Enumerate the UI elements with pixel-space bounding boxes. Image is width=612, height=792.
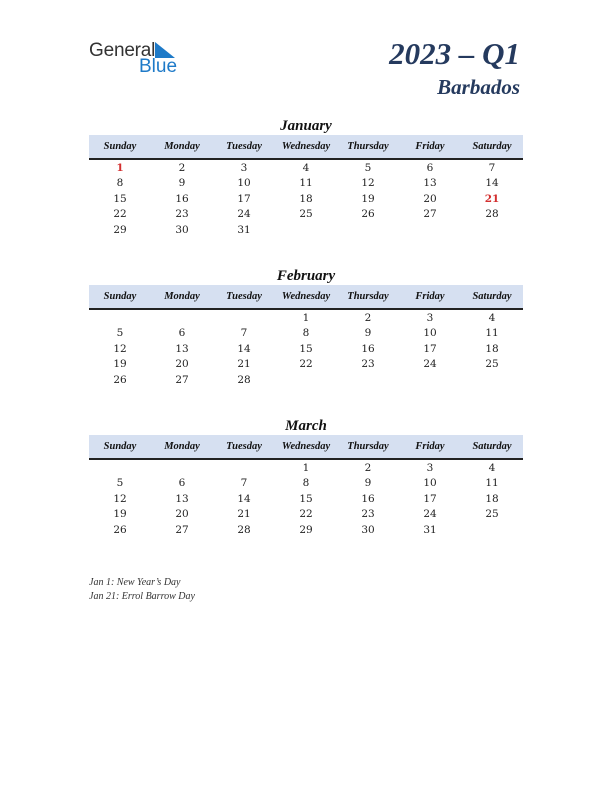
- day-cell: 15: [299, 342, 313, 355]
- empty-day-cell: [337, 223, 399, 238]
- weekday-label: Tuesday: [226, 291, 262, 302]
- month-title: February: [276, 268, 336, 284]
- day-cell: 26: [361, 208, 375, 221]
- empty-day-cell: [151, 461, 213, 476]
- day-cell: 28: [237, 373, 251, 386]
- weekday-label: Wednesday: [281, 141, 331, 152]
- day-cell: 21: [237, 358, 251, 371]
- week-row: [89, 207, 523, 222]
- week-row: [89, 507, 523, 522]
- day-cell: 2: [178, 162, 186, 174]
- day-cell: 6: [178, 477, 186, 490]
- empty-day-cell: [213, 311, 275, 326]
- logo-text-general: General: [89, 40, 156, 61]
- day-cell: 1: [302, 312, 310, 324]
- day-cell: 17: [423, 342, 437, 355]
- day-cell: 17: [237, 192, 251, 205]
- weekday-label: Thursday: [347, 291, 389, 302]
- weekday-label: Tuesday: [226, 441, 262, 452]
- week-row: [89, 176, 523, 191]
- day-cell: 15: [113, 192, 127, 205]
- day-cell: 19: [113, 358, 127, 371]
- day-cell: 9: [178, 177, 186, 190]
- day-cell: 15: [299, 492, 313, 505]
- holiday-notes: [89, 576, 195, 603]
- day-cell: 6: [178, 327, 186, 340]
- weekday-label: Monday: [164, 291, 200, 302]
- day-cell: 14: [237, 492, 251, 505]
- day-cell: 4: [488, 462, 496, 474]
- day-cell: 1: [116, 162, 124, 174]
- day-cell: 27: [423, 208, 437, 221]
- weekday-header: [89, 135, 523, 160]
- day-cell: 25: [485, 358, 499, 371]
- day-cell: 19: [361, 192, 375, 205]
- weekday-label: Thursday: [347, 441, 389, 452]
- week-row: [89, 492, 523, 507]
- weekday-label: Sunday: [103, 141, 137, 152]
- day-cell: 27: [175, 523, 189, 536]
- day-cell: 4: [488, 312, 496, 324]
- weekday-label: Monday: [164, 141, 200, 152]
- holiday-note: Jan 1: New Year’s Day: [89, 577, 181, 588]
- week-row: [89, 223, 523, 238]
- empty-day-cell: [89, 311, 151, 326]
- day-cell: 10: [237, 177, 251, 190]
- day-cell: 27: [175, 373, 189, 386]
- empty-day-cell: [337, 373, 399, 388]
- weekday-label: Wednesday: [281, 291, 331, 302]
- day-cell: 25: [485, 508, 499, 521]
- empty-day-cell: [399, 223, 461, 238]
- day-cell: 18: [299, 192, 313, 205]
- empty-day-cell: [275, 223, 337, 238]
- empty-day-cell: [399, 373, 461, 388]
- day-cell: 30: [361, 523, 375, 536]
- weekday-label: Saturday: [472, 141, 512, 152]
- day-cell: 19: [113, 508, 127, 521]
- day-cell: 23: [361, 358, 375, 371]
- day-cell: 16: [175, 192, 189, 205]
- day-cell: 11: [485, 477, 499, 490]
- day-cell: 8: [302, 327, 310, 340]
- day-cell: 4: [302, 162, 310, 174]
- day-cell: 24: [237, 208, 251, 221]
- day-cell: 14: [485, 177, 499, 190]
- weekday-label: Sunday: [103, 441, 137, 452]
- day-cell: 28: [485, 208, 499, 221]
- month-february: [89, 267, 523, 388]
- weekday-label: Thursday: [347, 141, 389, 152]
- week-row: [89, 523, 523, 538]
- month-weeks: [89, 310, 523, 388]
- week-row: [89, 192, 523, 207]
- week-row: [89, 461, 523, 476]
- day-cell: 3: [426, 312, 434, 324]
- day-cell: 31: [423, 523, 437, 536]
- empty-day-cell: [213, 461, 275, 476]
- day-cell: 23: [175, 208, 189, 221]
- day-cell: 17: [423, 492, 437, 505]
- day-cell: 21: [484, 192, 500, 205]
- page-title: 2023 – Q1: [389, 36, 520, 71]
- month-january: [89, 117, 523, 238]
- weekday-label: Sunday: [103, 291, 137, 302]
- day-cell: 20: [175, 358, 189, 371]
- day-cell: 22: [299, 508, 313, 521]
- day-cell: 1: [302, 462, 310, 474]
- day-cell: 7: [240, 327, 248, 340]
- day-cell: 22: [113, 208, 127, 221]
- empty-day-cell: [275, 373, 337, 388]
- day-cell: 13: [175, 492, 189, 505]
- day-cell: 7: [488, 162, 496, 174]
- weekday-label: Friday: [415, 441, 445, 452]
- empty-day-cell: [461, 523, 523, 538]
- day-cell: 2: [364, 462, 372, 474]
- day-cell: 23: [361, 508, 375, 521]
- week-row: [89, 326, 523, 341]
- weekday-label: Friday: [415, 141, 445, 152]
- day-cell: 10: [423, 477, 437, 490]
- day-cell: 8: [116, 177, 124, 190]
- day-cell: 26: [113, 523, 127, 536]
- day-cell: 5: [364, 162, 372, 174]
- weekday-label: Monday: [164, 441, 200, 452]
- day-cell: 10: [423, 327, 437, 340]
- empty-day-cell: [461, 373, 523, 388]
- day-cell: 29: [299, 523, 313, 536]
- day-cell: 24: [423, 358, 437, 371]
- week-row: [89, 373, 523, 388]
- day-cell: 9: [364, 477, 372, 490]
- week-row: [89, 476, 523, 491]
- weekday-label: Saturday: [472, 441, 512, 452]
- logo-text-blue: Blue: [139, 56, 178, 77]
- day-cell: 13: [423, 177, 437, 190]
- day-cell: 11: [299, 177, 313, 190]
- general-blue-logo: [89, 40, 199, 80]
- weekday-label: Saturday: [472, 291, 512, 302]
- day-cell: 30: [175, 223, 189, 236]
- weekday-label: Tuesday: [226, 141, 262, 152]
- weekday-header: [89, 285, 523, 310]
- day-cell: 18: [485, 342, 499, 355]
- day-cell: 24: [423, 508, 437, 521]
- day-cell: 21: [237, 508, 251, 521]
- day-cell: 14: [237, 342, 251, 355]
- month-weeks: [89, 160, 523, 238]
- day-cell: 29: [113, 223, 127, 236]
- day-cell: 12: [361, 177, 375, 190]
- day-cell: 20: [175, 508, 189, 521]
- week-row: [89, 311, 523, 326]
- day-cell: 16: [361, 492, 375, 505]
- weekday-label: Friday: [415, 291, 445, 302]
- week-row: [89, 161, 523, 176]
- day-cell: 3: [426, 462, 434, 474]
- day-cell: 3: [240, 162, 248, 174]
- day-cell: 16: [361, 342, 375, 355]
- weekday-header: [89, 435, 523, 460]
- empty-day-cell: [461, 223, 523, 238]
- day-cell: 26: [113, 373, 127, 386]
- day-cell: 28: [237, 523, 251, 536]
- month-march: [89, 417, 523, 538]
- day-cell: 25: [299, 208, 313, 221]
- day-cell: 31: [237, 223, 251, 236]
- holiday-note: Jan 21: Errol Barrow Day: [89, 590, 195, 602]
- day-cell: 2: [364, 312, 372, 324]
- week-row: [89, 342, 523, 357]
- day-cell: 18: [485, 492, 499, 505]
- weekday-label: Wednesday: [281, 441, 331, 452]
- day-cell: 5: [116, 327, 124, 340]
- day-cell: 9: [364, 327, 372, 340]
- day-cell: 20: [423, 192, 437, 205]
- day-cell: 6: [426, 162, 434, 174]
- month-title: January: [280, 118, 332, 134]
- week-row: [89, 357, 523, 372]
- day-cell: 12: [113, 492, 127, 505]
- day-cell: 11: [485, 327, 499, 340]
- empty-day-cell: [89, 461, 151, 476]
- day-cell: 22: [299, 358, 313, 371]
- month-weeks: [89, 460, 523, 538]
- empty-day-cell: [151, 311, 213, 326]
- day-cell: 7: [240, 477, 248, 490]
- month-title: March: [285, 418, 327, 434]
- day-cell: 13: [175, 342, 189, 355]
- day-cell: 12: [113, 342, 127, 355]
- day-cell: 5: [116, 477, 124, 490]
- page-subtitle: Barbados: [437, 75, 520, 99]
- day-cell: 8: [302, 477, 310, 490]
